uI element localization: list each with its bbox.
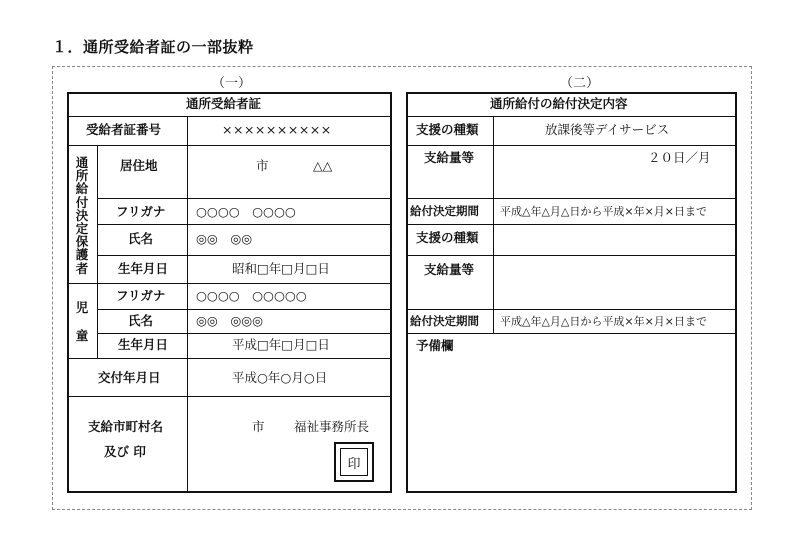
support-type-label: 支援の種類 [416,122,479,137]
municipality-label-seal: 及び 印 [104,444,146,459]
child-name-label: 氏名 [128,313,154,328]
guardian-dob-label: 生年月日 [118,261,169,276]
municipality-city: 市 [252,419,265,434]
decision-period-value: 平成△年△月△日から平成×年×月×日まで [500,205,708,218]
child-group-label: 児童 [75,300,89,343]
municipality-label: 支給市町村名 [88,419,164,434]
decision-period-value-2: 平成△年△月△日から平成×年×月×日まで [500,315,708,328]
certificate-header: 通所受給者証 [186,96,262,111]
support-type-label-2: 支援の種類 [416,230,479,245]
official-seal [334,442,374,482]
support-type-value: 放課後等デイサービス [545,122,670,137]
child-dob-label: 生年月日 [118,337,169,352]
guardian-furigana-label: フリガナ [116,204,166,219]
seal-mark: 印 [340,448,368,476]
left-caption: （一） [212,76,252,91]
remarks-label: 予備欄 [416,338,454,353]
benefit-header: 通所給付の給付決定内容 [490,96,628,111]
guardian-group-label: 通所給付決定保護者 [75,155,89,276]
issue-date-value: 平成○年○月○日 [232,370,328,385]
child-dob-value: 平成□年□月□日 [232,337,330,352]
child-furigana-label: フリガナ [116,288,166,303]
issue-date-label: 交付年月日 [98,370,161,385]
decision-period-label-2: 給付決定期間 [410,314,479,328]
cert-number-label: 受給者証番号 [86,122,162,137]
decision-period-label: 給付決定期間 [410,204,479,218]
right-caption: （二） [560,76,600,91]
amount-label: 支給量等 [424,150,475,165]
amount-value: ２０日／月 [648,150,711,165]
child-furigana-value: ○○○○ ○○○○○ [196,288,307,303]
address-area: △△ [313,158,333,173]
welfare-office-head: 福祉事務所長 [294,419,370,434]
address-city: 市 [256,158,269,173]
amount-label-2: 支給量等 [424,262,475,277]
address-label: 居住地 [120,158,158,173]
guardian-furigana-value: ○○○○ ○○○○ [196,204,296,219]
cert-number-value: ×××××××××× [222,122,332,137]
guardian-name-value: ◎◎ ◎◎ [196,231,253,246]
page-title: １．通所受給者証の一部抜粋 [52,38,254,56]
guardian-name-label: 氏名 [128,231,154,246]
child-name-value: ◎◎ ◎◎◎ [196,313,264,328]
guardian-dob-value: 昭和□年□月□日 [232,261,330,276]
